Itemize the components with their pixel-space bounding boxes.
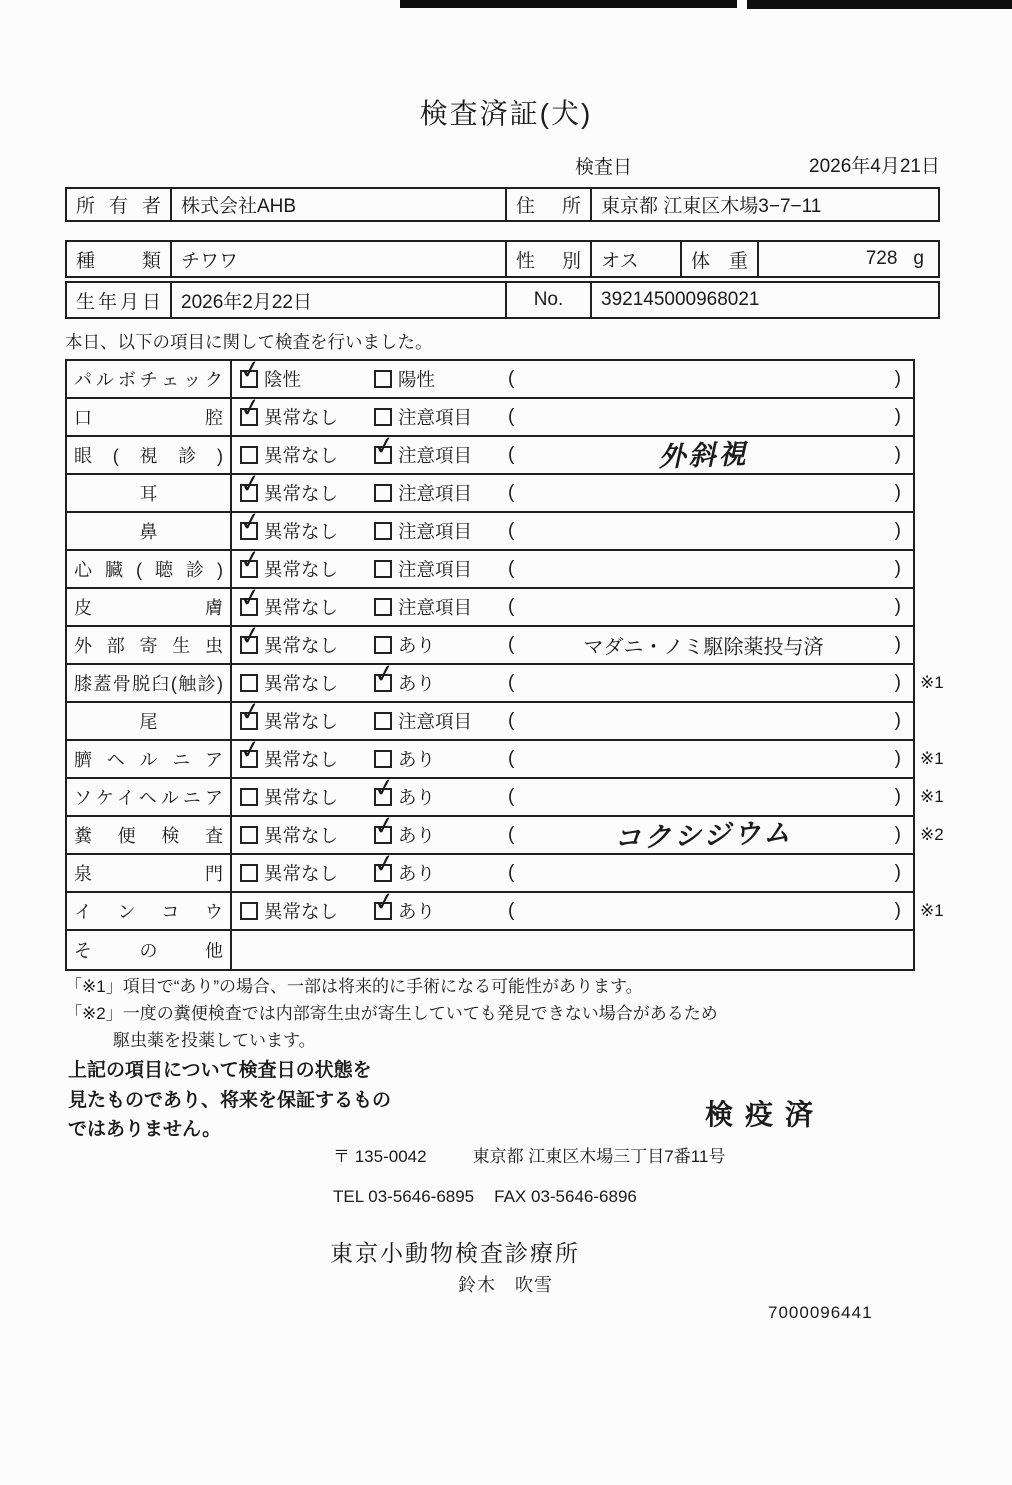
exam-row-label-cell	[67, 931, 232, 969]
handwritten-checkmark-icon: ✓	[371, 429, 398, 462]
footnote-2-continued: 駆虫薬を投薬しています。	[113, 1031, 316, 1050]
exam-row-label: 鼻	[139, 522, 158, 542]
exam-row-label-cell	[67, 627, 232, 663]
paren-close: )	[894, 862, 901, 883]
exam-option	[237, 695, 339, 734]
handwritten-checkmark-icon: ✓	[371, 771, 398, 804]
exam-row-content	[232, 505, 913, 549]
handwritten-checkmark-icon: ✓	[237, 695, 264, 728]
exam-table-rows	[67, 353, 944, 969]
checkbox-icon	[374, 598, 392, 616]
exam-option-label: 異常なし	[264, 673, 339, 694]
disclaimer-line: ではありません。	[68, 1119, 222, 1140]
exam-option-label: 異常なし	[264, 597, 339, 618]
exam-option	[240, 822, 338, 848]
quarantine-stamp-text: 検疫済	[705, 1099, 826, 1130]
sex-value: オス	[601, 250, 639, 272]
checkbox-icon	[374, 370, 392, 388]
handwritten-checkmark-icon: ✓	[237, 353, 264, 386]
exam-row-label-cell	[67, 437, 232, 473]
exam-row	[67, 733, 944, 779]
birth-value-cell	[172, 283, 507, 317]
paren-close: )	[894, 406, 901, 427]
exam-option-label: 注意項目	[398, 597, 473, 618]
exam-row-label-cell	[67, 817, 232, 853]
disclaimer-text	[68, 1056, 391, 1145]
exam-option-label: 注意項目	[398, 483, 473, 504]
exam-row-content	[232, 429, 913, 473]
exam-option-label: 異常なし	[264, 863, 339, 884]
address-label: 住所	[516, 196, 581, 217]
exam-row-label: 眼(視診)	[74, 446, 223, 466]
exam-option	[374, 366, 435, 392]
weight-label: 体重	[691, 250, 748, 272]
owner-table	[65, 187, 940, 222]
exam-option	[374, 746, 435, 772]
exam-date-label: 検査日	[575, 157, 633, 178]
exam-row	[67, 581, 913, 627]
paren-close: )	[894, 558, 901, 579]
footnote-1: 「※1」項目で“あり”の場合、一部は将来的に手術になる可能性があります。	[65, 977, 643, 996]
checkbox-icon	[240, 788, 258, 806]
exam-row	[67, 657, 944, 703]
postal-code: 〒 135-0042	[333, 1147, 427, 1166]
checkbox-icon	[371, 809, 398, 844]
exam-option	[237, 733, 339, 772]
exam-option-label: 異常なし	[264, 825, 339, 846]
handwritten-checkmark-icon: ✓	[237, 467, 264, 500]
paren-open: (	[508, 482, 515, 503]
paren-close: )	[894, 482, 901, 503]
exam-option	[240, 442, 338, 468]
birth-label-cell	[67, 283, 172, 317]
exam-row	[67, 619, 913, 665]
handwritten-checkmark-icon: ✓	[237, 505, 264, 538]
exam-option	[371, 771, 436, 810]
exam-option	[240, 670, 338, 696]
paren-open: (	[508, 368, 515, 389]
breed-value-cell	[172, 242, 507, 276]
exam-option	[374, 480, 472, 506]
checkbox-icon	[371, 657, 398, 692]
weight-label-cell	[682, 242, 759, 276]
exam-option	[237, 581, 339, 620]
checkbox-icon	[371, 771, 398, 806]
exam-row-label-cell	[67, 475, 232, 511]
no-value-cell	[592, 283, 938, 317]
checkbox-icon	[237, 619, 264, 654]
exam-row	[67, 543, 913, 589]
exam-option-label: 異常なし	[264, 787, 339, 808]
exam-option-label: 注意項目	[398, 559, 473, 580]
veterinarian-name: 鈴木 吹雪	[458, 1275, 553, 1295]
address-label-cell	[507, 189, 592, 220]
handwritten-checkmark-icon: ✓	[237, 391, 264, 424]
exam-option	[371, 657, 436, 696]
exam-option	[371, 429, 473, 468]
footnote-mark: ※1	[920, 787, 944, 806]
scan-artifact-bar	[400, 0, 737, 8]
exam-row-label: 耳	[139, 484, 158, 504]
intro-text: 本日、以下の項目に関して検査を行いました。	[65, 332, 433, 352]
paren-open: (	[508, 786, 515, 807]
exam-table	[65, 353, 944, 971]
exam-option-label: あり	[398, 635, 436, 656]
exam-option-label: 異常なし	[264, 521, 339, 542]
exam-row-label: 尾	[139, 712, 158, 732]
exam-option	[374, 708, 472, 734]
exam-row-label-cell	[67, 855, 232, 891]
disclaimer-line: 見たものであり、将来を保証するもの	[68, 1089, 392, 1111]
address-value-cell	[592, 189, 938, 220]
checkbox-icon	[240, 826, 258, 844]
disclaimer-line: 上記の項目について検査日の状態を	[68, 1060, 372, 1081]
exam-row-label: 口腔	[74, 408, 223, 428]
breed-value: チワワ	[181, 250, 239, 272]
checkbox-icon	[374, 636, 392, 654]
paren-open: (	[508, 634, 515, 655]
checkbox-icon	[240, 902, 258, 920]
exam-option	[237, 391, 339, 430]
exam-row	[67, 931, 913, 969]
exam-option	[240, 860, 338, 886]
exam-row	[67, 885, 944, 931]
exam-row-content	[232, 847, 913, 891]
exam-row-content	[232, 543, 913, 587]
document-title: 検査済証(犬)	[419, 98, 593, 129]
checkbox-icon	[374, 522, 392, 540]
exam-date-value: 2026年4月21日	[809, 156, 940, 177]
checkbox-icon	[374, 712, 392, 730]
pet-info-table-row2	[65, 281, 940, 319]
exam-row-content	[232, 467, 913, 511]
checkbox-icon	[237, 505, 264, 540]
paren-open: (	[508, 444, 515, 465]
exam-option	[237, 619, 339, 658]
exam-row-content	[232, 353, 913, 397]
exam-row	[67, 847, 913, 893]
paren-close: )	[894, 748, 901, 769]
exam-row-content	[232, 885, 944, 929]
paren-open: (	[508, 558, 515, 579]
exam-row-content	[232, 657, 944, 701]
sex-value-cell	[592, 242, 682, 276]
exam-row-content	[232, 931, 913, 969]
exam-row-label-cell	[67, 703, 232, 739]
exam-option	[371, 885, 436, 924]
paren-open: (	[508, 520, 515, 541]
checkbox-icon	[374, 750, 392, 768]
exam-option-label: あり	[398, 901, 436, 922]
checkbox-icon	[374, 408, 392, 426]
exam-option-label: 異常なし	[264, 635, 339, 656]
exam-row-label-cell	[67, 513, 232, 549]
handwritten-checkmark-icon: ✓	[371, 657, 398, 690]
checkbox-icon	[237, 695, 264, 730]
handwritten-checkmark-icon: ✓	[237, 581, 264, 614]
owner-label-cell	[67, 189, 172, 220]
clinic-tel-line	[333, 1187, 637, 1207]
paren-close: )	[894, 786, 901, 807]
checkbox-icon	[237, 543, 264, 578]
exam-row-content	[232, 581, 913, 625]
exam-option-label: あり	[398, 863, 436, 884]
weight-value: 728	[865, 248, 898, 269]
exam-option-label: 陰性	[264, 369, 302, 390]
exam-option	[374, 518, 472, 544]
exam-option-label: 異常なし	[264, 445, 339, 466]
breed-label: 種類	[76, 250, 161, 272]
handwritten-checkmark-icon: ✓	[371, 809, 398, 842]
exam-row-content	[232, 695, 913, 739]
handwritten-checkmark-icon: ✓	[371, 847, 398, 880]
exam-row-label: 臍ヘルニア	[74, 750, 223, 770]
handwritten-checkmark-icon: ✓	[237, 733, 264, 766]
paren-close: )	[894, 900, 901, 921]
exam-row-label: 皮膚	[74, 598, 223, 618]
handwritten-note: コクシジウム	[613, 817, 794, 854]
exam-row-label: 心臓(聴診)	[74, 560, 223, 580]
exam-option-label: 異常なし	[264, 407, 339, 428]
exam-option	[371, 809, 436, 848]
exam-option	[240, 898, 338, 924]
exam-row-label-cell	[67, 361, 232, 397]
printed-note: マダニ・ノミ駆除薬投与済	[583, 636, 824, 659]
exam-option-label: 異常なし	[264, 749, 339, 770]
checkbox-icon	[371, 847, 398, 882]
pet-info-table-row1	[65, 240, 940, 278]
handwritten-note: 外斜視	[658, 438, 750, 473]
footnote-mark: ※1	[920, 673, 944, 692]
checkbox-icon	[240, 864, 258, 882]
owner-name: 株式会社AHB	[181, 196, 297, 217]
exam-row	[67, 695, 913, 741]
footnote-mark: ※2	[920, 825, 944, 844]
paren-close: )	[894, 520, 901, 541]
paren-open: (	[508, 710, 515, 731]
scan-artifact-bar	[747, 0, 1012, 9]
checkbox-icon	[237, 581, 264, 616]
exam-option-label: 注意項目	[398, 711, 473, 732]
exam-option-label: あり	[398, 673, 436, 694]
checkbox-icon	[237, 391, 264, 426]
weight-unit: g	[913, 248, 924, 269]
paren-close: )	[894, 444, 901, 465]
exam-option-label: 異常なし	[264, 483, 339, 504]
no-label-cell	[507, 283, 592, 317]
weight-value-cell	[759, 242, 938, 276]
document-number: 7000096441	[768, 1303, 873, 1322]
exam-row-label-cell	[67, 893, 232, 929]
exam-row-label: ソケイヘルニア	[74, 788, 223, 808]
checkbox-icon	[237, 353, 264, 388]
checkbox-icon	[374, 560, 392, 578]
paren-close: )	[894, 596, 901, 617]
paren-close: )	[894, 368, 901, 389]
exam-option-label: 異常なし	[264, 559, 339, 580]
paren-close: )	[894, 824, 901, 845]
exam-row-label-cell	[67, 665, 232, 701]
exam-option	[374, 632, 435, 658]
paren-open: (	[508, 406, 515, 427]
exam-option	[371, 847, 436, 886]
exam-option-label: 注意項目	[398, 521, 473, 542]
exam-option	[237, 353, 302, 392]
exam-option-label: 異常なし	[264, 711, 339, 732]
exam-row-label-cell	[67, 551, 232, 587]
handwritten-checkmark-icon: ✓	[371, 885, 398, 918]
exam-option	[374, 556, 472, 582]
paren-open: (	[508, 824, 515, 845]
exam-option-label: 異常なし	[264, 901, 339, 922]
exam-option	[374, 404, 472, 430]
exam-option	[237, 467, 339, 506]
birth-value: 2026年2月22日	[181, 291, 312, 313]
checkbox-icon	[237, 733, 264, 768]
paren-close: )	[894, 672, 901, 693]
exam-option	[237, 505, 339, 544]
checkbox-icon	[371, 429, 398, 464]
no-value: 392145000968021	[601, 289, 760, 310]
exam-row-label: 膝蓋骨脱臼(触診)	[74, 674, 223, 694]
exam-row	[67, 467, 913, 513]
paren-open: (	[508, 672, 515, 693]
checkbox-icon	[237, 467, 264, 502]
checkbox-icon	[371, 885, 398, 920]
paren-open: (	[508, 596, 515, 617]
exam-row	[67, 505, 913, 551]
exam-row-label: インコウ	[74, 902, 223, 922]
owner-address: 東京都 江東区木場3−7−11	[601, 196, 822, 217]
exam-option	[374, 594, 472, 620]
exam-option-label: あり	[398, 749, 436, 770]
checkbox-icon	[240, 674, 258, 692]
exam-row-content	[232, 809, 944, 854]
exam-row-label: 糞便検査	[74, 826, 223, 846]
exam-row-label: 泉門	[74, 864, 223, 884]
exam-row	[67, 429, 913, 475]
owner-name-cell	[172, 189, 507, 220]
paren-close: )	[894, 710, 901, 731]
checkbox-icon	[240, 446, 258, 464]
exam-row-content	[232, 619, 913, 663]
clinic-address: 東京都 江東区木場三丁目7番11号	[472, 1147, 726, 1166]
sex-label-cell	[507, 242, 592, 276]
footnote-mark: ※1	[920, 901, 944, 920]
exam-row-label-cell	[67, 779, 232, 815]
exam-row-label: パルボチェック	[74, 370, 223, 390]
clinic-tel: TEL 03-5646-6895	[333, 1187, 475, 1206]
paren-open: (	[508, 862, 515, 883]
exam-row-label-cell	[67, 399, 232, 435]
exam-option-label: あり	[398, 825, 436, 846]
clinic-postal-line	[333, 1142, 725, 1167]
exam-option	[237, 543, 339, 582]
paren-open: (	[508, 748, 515, 769]
exam-option-label: 注意項目	[398, 445, 473, 466]
exam-row-label-cell	[67, 589, 232, 625]
handwritten-checkmark-icon: ✓	[237, 543, 264, 576]
handwritten-checkmark-icon: ✓	[237, 619, 264, 652]
exam-row-label: 外部寄生虫	[74, 636, 223, 656]
checkbox-icon	[374, 484, 392, 502]
exam-option-label: 陽性	[398, 369, 436, 390]
breed-label-cell	[67, 242, 172, 276]
exam-row-label-cell	[67, 741, 232, 777]
exam-row	[67, 809, 944, 855]
owner-label: 所有者	[76, 196, 161, 217]
exam-option	[240, 784, 338, 810]
no-label: No.	[533, 289, 564, 310]
sex-label: 性別	[516, 250, 581, 272]
footnote-mark: ※1	[920, 749, 944, 768]
paren-close: )	[894, 634, 901, 655]
birth-label: 生年月日	[76, 291, 161, 313]
paren-open: (	[508, 900, 515, 921]
footnote-2: 「※2」一度の糞便検査では内部寄生虫が寄生していても発見できない場合があるため	[65, 1004, 718, 1023]
exam-option-label: 注意項目	[398, 407, 473, 428]
exam-row-label: その他	[74, 941, 223, 961]
clinic-fax: FAX 03-5646-6896	[494, 1187, 637, 1206]
exam-row-content	[232, 733, 944, 777]
exam-row	[67, 353, 913, 399]
clinic-name: 東京小動物検査診療所	[330, 1240, 580, 1266]
exam-option-label: あり	[398, 787, 436, 808]
